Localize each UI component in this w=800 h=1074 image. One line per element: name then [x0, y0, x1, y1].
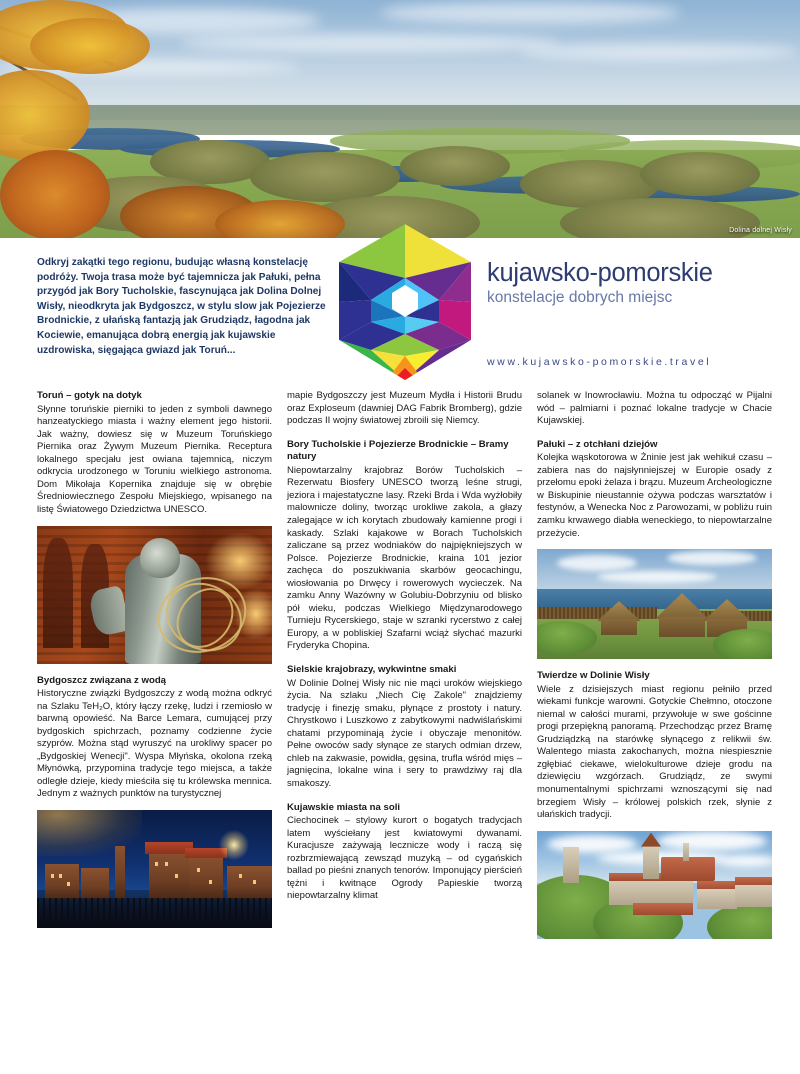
townhouse-wall	[735, 885, 772, 907]
spacer	[287, 653, 522, 664]
cloud-shape	[380, 2, 680, 24]
lit-window	[175, 874, 178, 878]
spacer	[37, 664, 272, 675]
gothic-arch	[43, 538, 73, 648]
palisade-fence	[537, 607, 657, 619]
section-body: W Dolinie Dolnej Wisły nic nie mąci uroków wiejskiego życia. Na szlaku „Niech Cię Zakole" znajdziemy tradycję i finezję smaku, płynące z prostoty i natury. Chrystkowo i Luszkowo z zabytkowymi nadwiślańskimi chatami przypominają życie i obyczaje menonitów. Pełne owoców sady słynące ze starych odmian drzew, chleb na zakwasie, powidła, gęsina, trufla wśród mięs – jagnięcina, lokalne wina i sery to prawdziwy raj dla smakoszy.	[287, 677, 522, 789]
section-title: Twierdze w Dolinie Wisły	[537, 670, 650, 682]
small-turret	[683, 843, 689, 861]
townhouse-wall	[697, 889, 737, 909]
kujawsko-pomorskie-hexagon-logo	[335, 222, 475, 382]
section-body: Kolejka wąskotorowa w Żninie jest jak wehikuł czasu – zabiera nas do najsłynniejszej w Europie osady z przełomu epoki żelaza i brązu. Muzeum Archeologiczne w Biskupinie nieustannie ożywa podczas warsztatów i festynów, a Wenecka Noc z Parowozami, w pobliżu ruin zamku krwawego diabła weneckiego, to niepowtarzalne przeżycie.	[537, 452, 772, 539]
section-title: Pałuki – z otchłani dziejów	[537, 438, 658, 450]
section-body: Ciechocinek – stylowy kurort o bogatych tradycjach latem wyściełany jest kwiatowymi dywanami. Kuracjusze zażywają lecznicze wody i raczą się rozbrzmiewającą zewsząd muzyką – od cygańskich ballad po pieśni znanych tenorów. Imponujący pierścień tężni i kwitnące Ogrody Papieskie tworzą niepowtarzalny klimat	[287, 815, 522, 902]
hut-wall	[601, 619, 637, 635]
lit-window	[155, 862, 158, 866]
tree-clump	[713, 629, 772, 659]
lit-window	[209, 880, 212, 884]
section-body-continued: solanek w Inowrocławiu. Można tu odpocząć w Pijalni wód – palmiarni i poznać lokalne tradycje w Chacie Kujawskiej.	[537, 390, 772, 427]
section-body: Słynne toruńskie pierniki to jeden z symboli dawnego hanzeatyckiego miasta i ważny element jego historii. Jak ważny, dowiesz się w Muzeum Toruńskiego Piernika oraz Żywym Muzeum Piernika. Receptura lokalnego specjału jest owiana tajemnicą, niczym odkrycia urodzonego w Toruniu wielkiego astronoma. Dom Mikołaja Kopernika znajduje się w obrębie Średniowiecznego Zespołu Miejskiego, wpisanego na listę Światowego Dziedzictwa UNESCO.	[37, 403, 272, 515]
photo-biskupin-settlement	[537, 549, 772, 659]
section-title: Kujawskie miasta na soli	[287, 801, 401, 813]
photo-chelmno-panorama	[537, 831, 772, 939]
section-body: Historyczne związki Bydgoszczy z wodą można odkryć na Szlaku TeH₂O, który łączy rzekę, ludzi i rzemiosło w barwną opowieść. Na Barce Lemara, cumującej przy bydgoskich spichrzach, poznamy codzienne życie szyprów. Można stąd wyruszyć na urokliwy spacer po „Bydgoskiej Wenecji". Wyspa Młyńska, okolona rzeką Młynówką, przypomina tradycje tego miejsca, a także odległe dzieje, kiedy mieściła się tu królewska mennica. Jednym z ważnych punktów na turystycznej	[37, 688, 272, 800]
section-body: Wiele z dzisiejszych miast regionu pełniło przed wiekami funkcje warowni. Gotyckie Chełmno, otoczone niemal w całości murami, przywołuje w swe gościnne progi przepiękną panoramą. Przechodząc przez Bramę Grudziądzką na starówkę słynącego z relikwii św. Walentego miasta zakochanych, można niespiesznie zgłębiać ciekawe, wielokulturowe dzieje grodu na dziewięciu wzgórzach. Grudziądz, ze swymi monumentalnymi spichrzami wznoszącymi się nad brzegiem Wisły – królowej polskich rzek, słynie z ułańskich tradycji.	[537, 683, 772, 821]
autumn-foliage	[0, 150, 110, 238]
lit-window	[51, 874, 54, 878]
cloud-shape	[717, 855, 772, 867]
tree-clump	[640, 152, 760, 196]
riverside-building	[45, 864, 79, 900]
cloud-shape	[597, 571, 717, 583]
cloud-shape	[547, 835, 637, 853]
roofline	[633, 903, 693, 915]
cloud-shape	[557, 555, 637, 571]
section-body: Niepowtarzalny krajobraz Borów Tucholskich – Rezerwatu Biosfery UNESCO tworzą leśne strugi, jeziora i majestatyczne lasy. Rzeki Brda i Wda wyżłobiły malownicze doliny, tworząc urokliwe zakola, a głazy zalegające w ich korytach zbudowały kamienne progi i kaskady. Szlaki kajakowe w Borach Tucholskich zaliczane są przez wodniaków do najpiękniejszych w Polsce. Pojezierze Brodnickie, kraina 101 jezior zachęca do poszukiwania skarbów geocachingu, wiosłowania po Drwęcy i rowerowych wycieczek. Na zamku Anny Wazówny w Golubiu-Dobrzyniu od blisko pół wieku, podczas Wielkiego Międzynarodowego Turnieju Rycerskiego, staje w szranki rycerstwo z całej Europy, a w pobliskiej Szafarni wciąż słychać mazurki Fryderyka Chopina.	[287, 464, 522, 652]
cloud-shape	[180, 34, 560, 52]
lit-window	[67, 882, 70, 886]
lit-window	[165, 862, 168, 866]
cloud-shape	[657, 831, 767, 851]
column-3	[537, 390, 772, 939]
column-1	[37, 390, 272, 928]
spacer	[287, 428, 522, 439]
church-tower	[643, 845, 659, 879]
intro-paragraph: Odkryj zakątki tego regionu, budując własną konstelację podróży. Twoja trasa może być tajemnicza jak Pałuki, pełna przygód jak Bory Tucholskie, fascynująca jak Dolina Dolnej Wisły, nieodkryta jak Bydgoszcz, w stylu slow jak Pojezierze Brodnickie, z ułańską fantazją jak Grudziądz, łagodna jak Kociewie, emanująca dobrą energią jak kujawskie uzdrowiska, sięgająca gwiazd jak Toruń...	[37, 257, 326, 356]
top-banner-photo	[0, 0, 800, 238]
tree-clump	[400, 146, 510, 186]
riverside-building	[81, 868, 109, 900]
section-body-continued: mapie Bydgoszczy jest Muzeum Mydła i Historii Brudu oraz Exploseum (dawniej DAG Fabrik Bromberg), gdzie podczas II wojny światowej zbroili się Niemcy.	[287, 390, 522, 427]
granary-building	[189, 856, 223, 900]
autumn-foliage	[30, 18, 150, 74]
spacer	[287, 791, 522, 802]
statue-head	[140, 538, 180, 578]
cloud-shape	[667, 551, 757, 565]
photo-copernicus-statue	[37, 526, 272, 664]
section-title: Sielskie krajobrazy, wykwintne smaki	[287, 664, 457, 676]
street-lamp-glow	[219, 830, 249, 860]
riverside-building	[227, 866, 272, 900]
cloud-shape	[520, 44, 800, 60]
section-title: Bory Tucholskie i Pojezierze Brodnickie – Bramy natury	[287, 438, 509, 463]
header-band	[0, 238, 800, 386]
overhanging-leaves	[37, 810, 142, 856]
brand-tagline: konstelacje dobrych miejsc	[487, 289, 673, 306]
brand-name: kujawsko-pomorskie	[487, 259, 713, 287]
bridge-railing	[37, 898, 272, 928]
banner-caption: Dolina dolnej Wisły	[729, 227, 792, 234]
round-tower	[563, 847, 579, 883]
hut-wall	[659, 617, 705, 637]
section-title: Toruń – gotyk na dotyk	[37, 390, 142, 401]
lit-window	[59, 874, 62, 878]
lit-window	[239, 874, 242, 878]
tree-clump	[250, 152, 400, 202]
spacer	[537, 428, 772, 439]
column-2	[287, 390, 522, 903]
lit-window	[253, 880, 256, 884]
section-title: Bydgoszcz związana z wodą	[37, 674, 167, 686]
photo-bydgoszcz-granaries-night	[37, 810, 272, 928]
article-columns	[0, 390, 800, 1050]
town-wall	[609, 879, 693, 905]
spacer	[537, 659, 772, 670]
website-url[interactable]: www.kujawsko-pomorskie.travel	[487, 356, 712, 368]
lit-window	[197, 868, 200, 872]
granary-building	[149, 850, 189, 900]
brand-lockup	[487, 258, 787, 308]
